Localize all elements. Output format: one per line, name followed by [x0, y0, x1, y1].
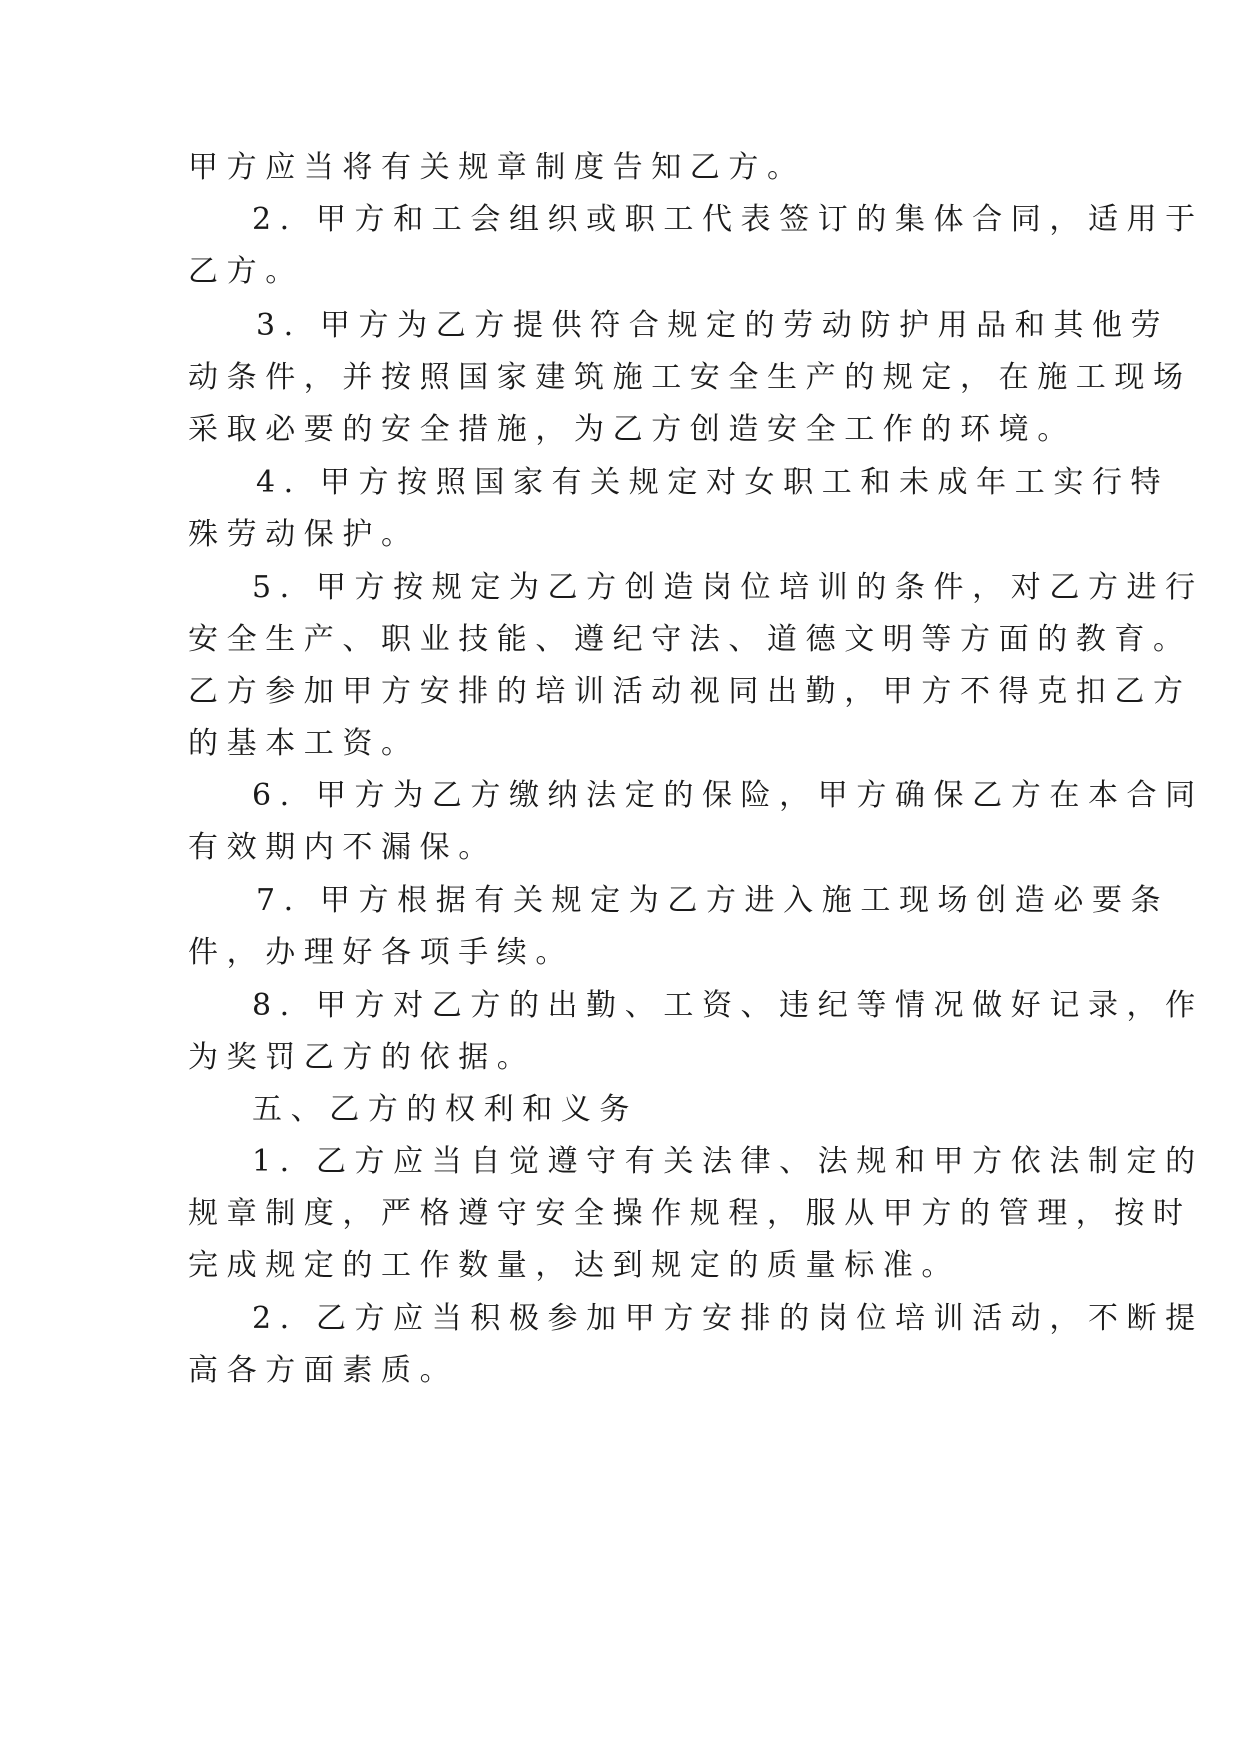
- text-line: 采取必要的安全措施，为乙方创造安全工作的环境。: [188, 412, 1076, 447]
- text-line: 甲方应当将有关规章制度告知乙方。: [188, 150, 806, 185]
- text-line: 件，办理好各项手续。: [188, 935, 574, 970]
- text-line: 7. 甲方根据有关规定为乙方进入施工现场创造必要条: [256, 883, 1170, 918]
- text-line: 殊劳动保护。: [188, 517, 420, 552]
- text-line: 有效期内不漏保。: [188, 830, 497, 865]
- text-line: 动条件，并按照国家建筑施工安全生产的规定，在施工现场: [188, 360, 1192, 395]
- text-line: 完成规定的工作数量，达到规定的质量标准。: [188, 1248, 960, 1283]
- text-line: 为奖罚乙方的依据。: [188, 1040, 536, 1075]
- text-line: 2. 甲方和工会组织或职工代表签订的集体合同，适用于: [252, 202, 1204, 237]
- text-line: 8. 甲方对乙方的出勤、工资、违纪等情况做好记录，作: [252, 988, 1204, 1023]
- section-heading: 五、乙方的权利和义务: [252, 1092, 638, 1127]
- text-line: 5. 甲方按规定为乙方创造岗位培训的条件，对乙方进行: [252, 570, 1204, 605]
- text-line: 安全生产、职业技能、遵纪守法、道德文明等方面的教育。: [188, 622, 1192, 657]
- text-line: 3. 甲方为乙方提供符合规定的劳动防护用品和其他劳: [256, 308, 1170, 343]
- text-line: 规章制度，严格遵守安全操作规程，服从甲方的管理，按时: [188, 1196, 1192, 1231]
- text-line: 6. 甲方为乙方缴纳法定的保险，甲方确保乙方在本合同: [252, 778, 1204, 813]
- text-line: 的基本工资。: [188, 726, 420, 761]
- text-line: 高各方面素质。: [188, 1353, 459, 1388]
- text-line: 2. 乙方应当积极参加甲方安排的岗位培训活动，不断提: [252, 1301, 1204, 1336]
- text-line: 1. 乙方应当自觉遵守有关法律、法规和甲方依法制定的: [252, 1144, 1204, 1179]
- text-line: 乙方参加甲方安排的培训活动视同出勤，甲方不得克扣乙方: [188, 674, 1192, 709]
- text-line: 乙方。: [188, 254, 304, 289]
- text-line: 4. 甲方按照国家有关规定对女职工和未成年工实行特: [256, 465, 1170, 500]
